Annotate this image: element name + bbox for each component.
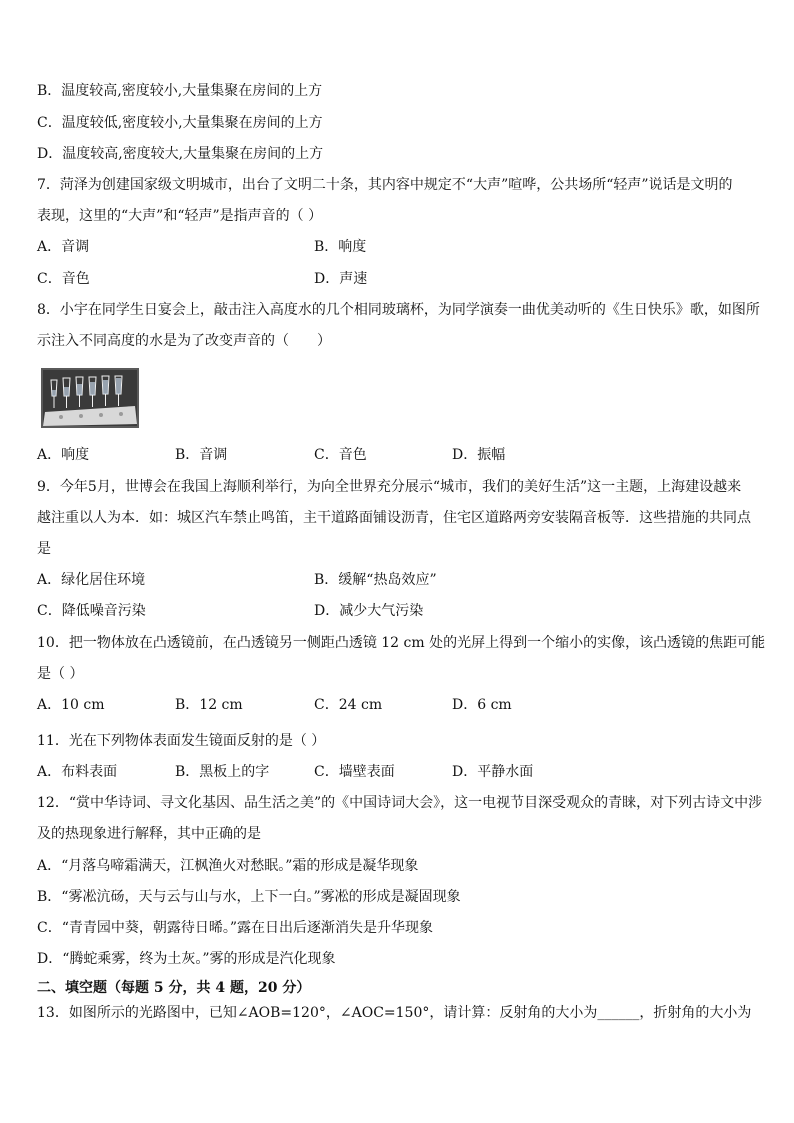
q13-stem-line1: 13．如图所示的光路图中，已知∠AOB=120°，∠AOC=150°，请计算：反射角的大小为______，折射角的大小为 [37,1005,752,1021]
q10-option-c: C．24 cm [314,697,383,713]
glasses-photo [41,368,139,428]
section-title: 二、填空题（每题 5 分，共 4 题，20 分） [37,980,311,996]
q8-option-b: B．音调 [175,447,228,463]
q9-stem-line1: 9．今年5月，世博会在我国上海顺利举行，为向全世界充分展示“城市，我们的美好生活”这一主题，上海建设越来 [37,479,742,495]
q9-option-b: B．缓解“热岛效应” [314,572,437,588]
q12-stem-line2: 及的热现象进行解释，其中正确的是 [37,826,261,842]
q12-option-d: D．“腾蛇乘雾，终为土灰。”雾的形成是汽化现象 [37,951,336,967]
q10-stem-line1: 10．把一物体放在凸透镜前，在凸透镜另一侧距凸透镜 12 cm 处的光屏上得到一个缩小的实像，该凸透镜的焦距可能 [37,635,766,651]
q12-option-c: C．“青青园中葵，朝露待日晞。”露在日出后逐渐消失是升华现象 [37,920,434,936]
q9-option-a: A．绿化居住环境 [37,572,146,588]
q7-option-d: D．声速 [314,271,368,287]
q8-option-d: D．振幅 [452,447,506,463]
q7-stem-line1: 7．菏泽为创建国家级文明城市，出台了文明二十条，其内容中规定不“大声”喧哗，公共场所“轻声”说话是文明的 [37,177,733,193]
q10-option-d: D．6 cm [452,697,512,713]
q8-stem-line2: 示注入不同高度的水是为了改变声音的（ ） [37,333,331,349]
q12-option-a: A．“月落乌啼霜满天，江枫渔火对愁眠。”霜的形成是凝华现象 [37,858,419,874]
q7-option-c: C．音色 [37,271,90,287]
q7-option-b: B．响度 [314,239,367,255]
q11-option-a: A．布料表面 [37,764,118,780]
q10-option-a: A．10 cm [37,697,105,713]
q7-stem-line2: 表现，这里的“大声”和“轻声”是指声音的（ ） [37,208,323,224]
q11-option-b: B．黑板上的字 [175,764,270,780]
q11-option-c: C．墙壁表面 [314,764,395,780]
q11-option-d: D．平静水面 [452,764,534,780]
q6-option-c: C．温度较低,密度较小,大量集聚在房间的上方 [37,115,323,131]
q12-stem-line1: 12．“赏中华诗词、寻文化基因、品生活之美”的《中国诗词大会》，这一电视节目深受观众的青睐，对下列古诗文中涉 [37,795,763,811]
q10-option-b: B．12 cm [175,697,243,713]
q12-option-b: B．“雾凇沆砀，天与云与山与水，上下一白。”雾凇的形成是凝固现象 [37,889,461,905]
q9-stem-line3: 是 [37,541,51,557]
q10-stem-line2: 是（ ） [37,666,84,682]
q8-option-a: A．响度 [37,447,90,463]
q8-option-c: C．音色 [314,447,367,463]
q9-option-c: C．降低噪音污染 [37,603,146,619]
q11-stem-line1: 11．光在下列物体表面发生镜面反射的是（ ） [37,733,326,749]
q7-option-a: A．音调 [37,239,90,255]
q6-option-b: B．温度较高,密度较小,大量集聚在房间的上方 [37,83,323,99]
q9-option-d: D．减少大气污染 [314,603,424,619]
q6-option-d: D．温度较高,密度较大,大量集聚在房间的上方 [37,146,324,162]
q9-stem-line2: 越注重以人为本．如：城区汽车禁止鸣笛，主干道路面铺设沥青，住宅区道路两旁安装隔音板等．这些措施的共同点 [37,510,751,526]
q8-stem-line1: 8．小宇在同学生日宴会上，敲击注入高度水的几个相同玻璃杯，为同学演奏一曲优美动听的《生日快乐》歌，如图所 [37,302,760,318]
